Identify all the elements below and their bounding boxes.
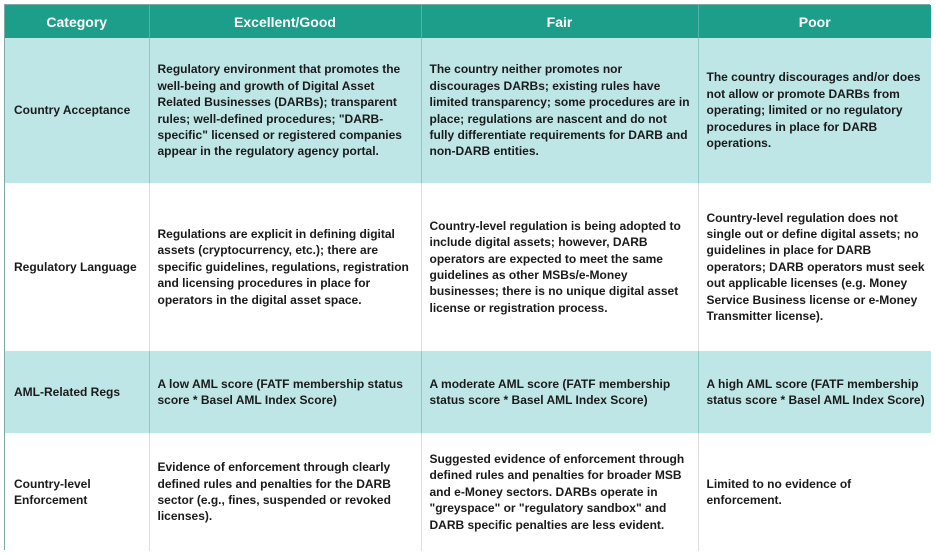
row-category: Regulatory Language <box>5 183 149 351</box>
cell-fair: The country neither promotes nor discourages DARBs; existing rules have limited transparency; some procedures are in place; regulations are nascent and do not fully differentiate requirements for DARB and non-DARB entities. <box>421 38 698 183</box>
rating-criteria-table <box>5 5 931 551</box>
row-category: Country-level Enforcement <box>5 433 149 551</box>
cell-excellent-good: Regulations are explicit in defining digital assets (cryptocurrency, etc.); there are specific guidelines, regulations, registration and licensing procedures in place for operators in the digital asset space. <box>149 183 421 351</box>
cell-excellent-good: Evidence of enforcement through clearly defined rules and penalties for the DARB sector (e.g., fines, suspended or revoked licenses). <box>149 433 421 551</box>
table-row <box>5 38 931 183</box>
cell-poor: A high AML score (FATF membership status score * Basel AML Index Score) <box>698 351 931 433</box>
cell-excellent-good: A low AML score (FATF membership status score * Basel AML Index Score) <box>149 351 421 433</box>
header-poor: Poor <box>698 5 931 38</box>
cell-poor: The country discourages and/or does not allow or promote DARBs from operating; limited or no regulatory procedures in place for DARB operations. <box>698 38 931 183</box>
header-excellent-good: Excellent/Good <box>149 5 421 38</box>
table-row <box>5 351 931 433</box>
header-category: Category <box>5 5 149 38</box>
table-row <box>5 433 931 551</box>
cell-fair: A moderate AML score (FATF membership status score * Basel AML Index Score) <box>421 351 698 433</box>
cell-fair: Suggested evidence of enforcement through defined rules and penalties for broader MSB and e-Money sectors. DARBs operate in "greyspace" or "regulatory sandbox" and DARB specific penalties are less evident. <box>421 433 698 551</box>
cell-excellent-good: Regulatory environment that promotes the well-being and growth of Digital Asset Related Businesses (DARBs); transparent rules; well-defined procedures; "DARB-specific" licensed or registered companies appear in the regulatory agency portal. <box>149 38 421 183</box>
row-category: AML-Related Regs <box>5 351 149 433</box>
rating-table-container <box>4 4 930 550</box>
cell-poor: Limited to no evidence of enforcement. <box>698 433 931 551</box>
table-row <box>5 183 931 351</box>
row-category: Country Acceptance <box>5 38 149 183</box>
header-row <box>5 5 931 38</box>
cell-poor: Country-level regulation does not single out or define digital assets; no guidelines in place for DARB operators; DARB operators must seek out applicable licenses (e.g. Money Service Business license or e-Money Transmitter license). <box>698 183 931 351</box>
header-fair: Fair <box>421 5 698 38</box>
cell-fair: Country-level regulation is being adopted to include digital assets; however, DARB operators are expected to meet the same guidelines as other MSBs/e-Money businesses; there is no unique digital asset license or registration process. <box>421 183 698 351</box>
